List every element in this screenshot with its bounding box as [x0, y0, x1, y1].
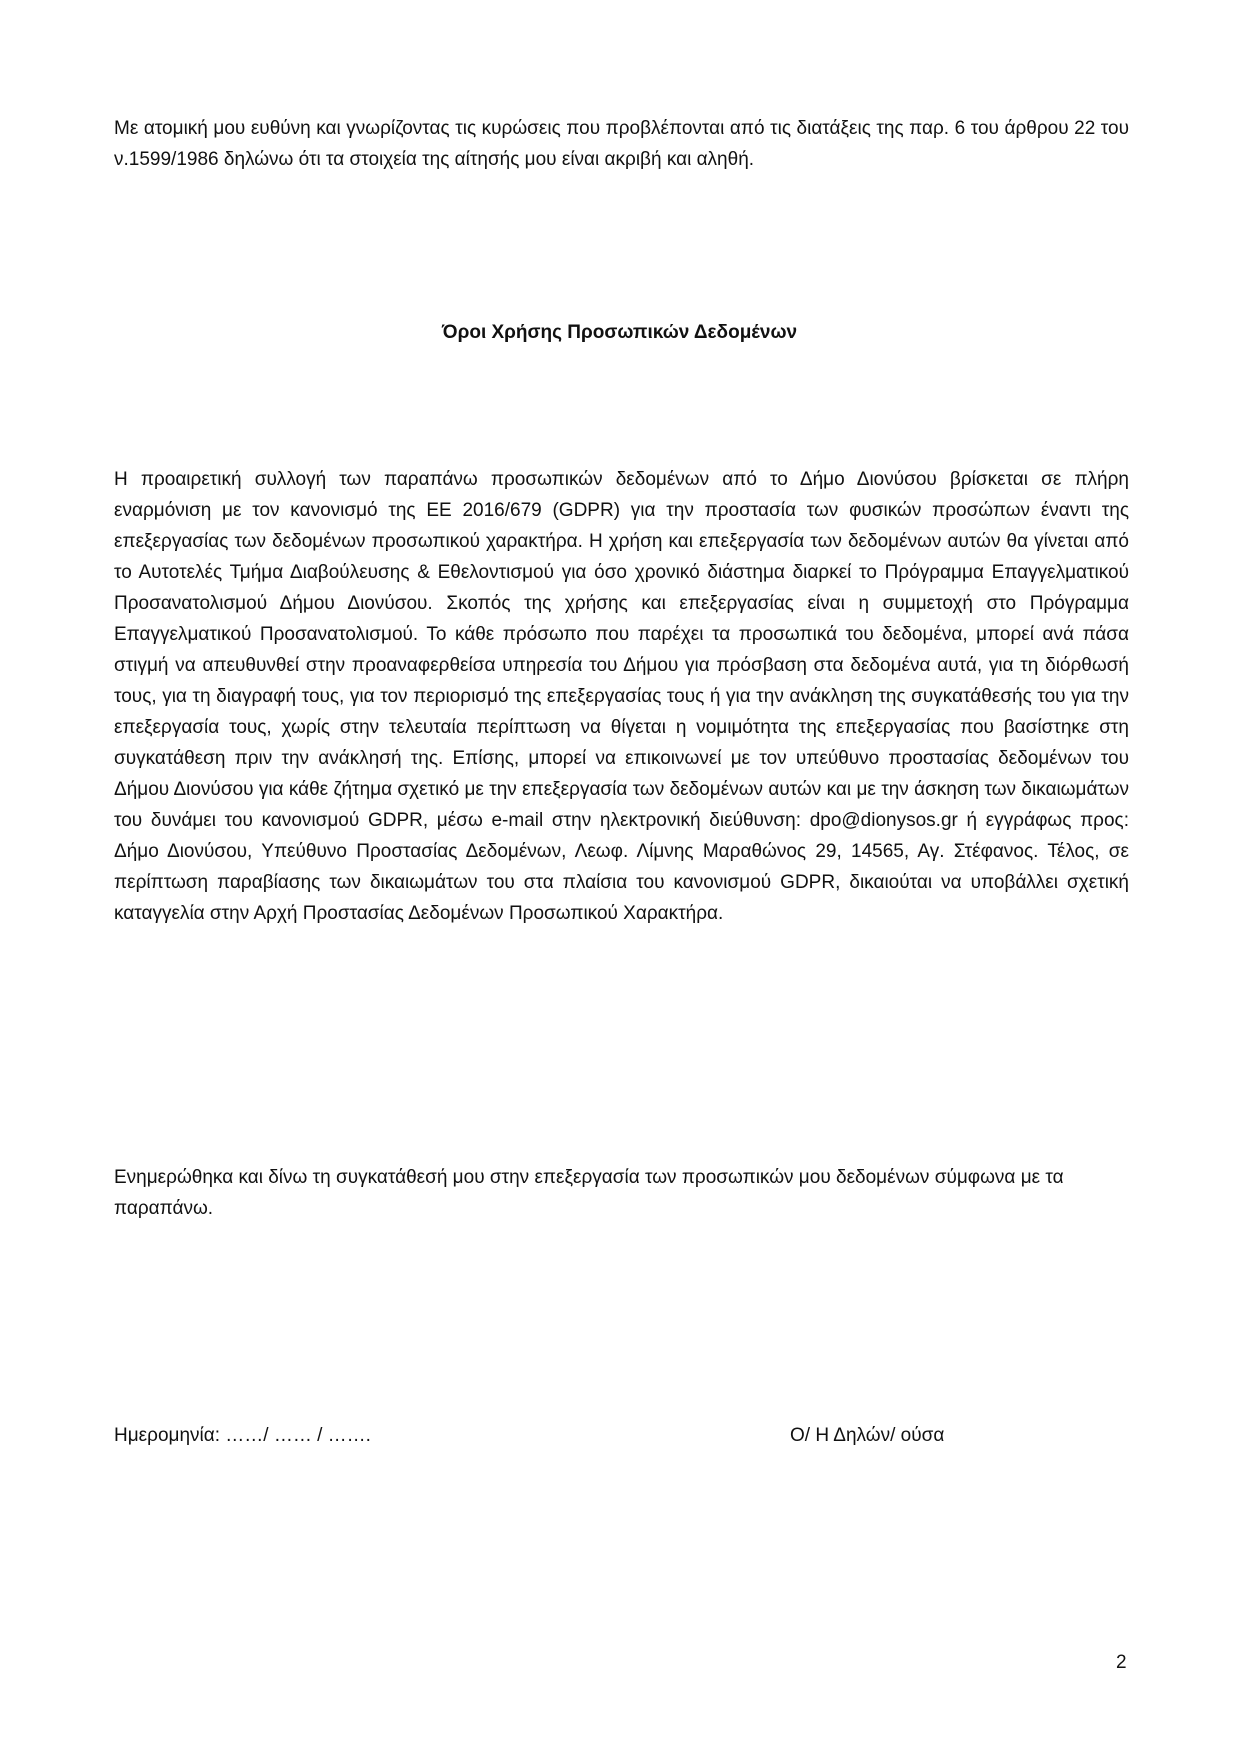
page-number: 2 — [1116, 1652, 1127, 1673]
section-heading: Όροι Χρήσης Προσωπικών Δεδομένων — [441, 322, 798, 343]
consent-paragraph: Ενημερώθηκα και δίνω τη συγκατάθεσή μου στην επεξεργασία των προσωπικών μου δεδομένων σύμφωνα με τα παραπάνω. — [114, 1167, 1064, 1219]
date-field-label: Ημερομηνία: ……/ …… / ……. — [114, 1425, 371, 1446]
declaration-paragraph: Με ατομική μου ευθύνη και γνωρίζοντας τις κυρώσεις που προβλέπονται από τις διατάξεις της παρ. 6 του άρθρου 22 του ν.1599/1986 δηλώνω ότι τα στοιχεία της αίτησής μου είναι ακριβή και αληθή. — [114, 118, 1129, 170]
signature-label: Ο/ Η Δηλών/ ούσα — [790, 1425, 945, 1446]
gdpr-terms-paragraph: Η προαιρετική συλλογή των παραπάνω προσωπικών δεδομένων από το Δήμο Διονύσου βρίσκεται σε πλήρη εναρμόνιση με τον κανονισμό της ΕΕ 2016/679 (GDPR) για την προστασία των φυσικών προσώπων έναντι της επεξεργασίας των δεδομένων προσωπικού χαρακτήρα. Η χρήση και επεξεργασία των δεδομένων αυτών θα γίνεται από το Αυτοτελές Τμήμα Διαβούλευσης & Εθελοντισμού για όσο χρονικό διάστημα διαρκεί το Πρόγραμμα Επαγγελματικού Προσανατολισμού Δήμου Διονύσου. Σκοπός της χρήσης και επεξεργασίας είναι η συμμετοχή στο Πρόγραμμα Επαγγελματικού Προσανατολισμού. Το κάθε πρόσωπο που παρέχει τα προσωπικά του δεδομένα, μπορεί ανά πάσα στιγμή να απευθυνθεί στην προαναφερθείσα υπηρεσία του Δήμου για πρόσβαση στα δεδομένα αυτά, για τη διόρθωσή τους, για τη διαγραφή τους, για τον περιορισμό της επεξεργασίας τους ή για την ανάκληση της συγκατάθεσής του για την επεξεργασία τους, χωρίς στην τελευταία περίπτωση να θίγεται η νομιμότητα της επεξεργασίας που βασίστηκε στη συγκατάθεση πριν την ανάκλησή της. Επίσης, μπορεί να επικοινωνεί με τον υπεύθυνο προστασίας δεδομένων του Δήμου Διονύσου για κάθε ζήτημα σχετικό με την επεξεργασία των δεδομένων αυτών και με την άσκηση των δικαιωμάτων του δυνάμει του κανονισμού GDPR, μέσω e-mail στην ηλεκτρονική διεύθυνση: dpo@dionysos.gr ή εγγράφως προς: Δήμο Διονύσου, Υπεύθυνο Προστασίας Δεδομένων, Λεωφ. Λίμνης Μαραθώνος 29, 14565, Αγ. Στέφανος. Τέλος, σε περίπτωση παραβίασης των δικαιωμάτων του στα πλαίσια του κανονισμού GDPR, δικαιούται να υποβάλλει σχετική καταγγελία στην Αρχή Προστασίας Δεδομένων Προσωπικού Χαρακτήρα. — [114, 469, 1129, 924]
